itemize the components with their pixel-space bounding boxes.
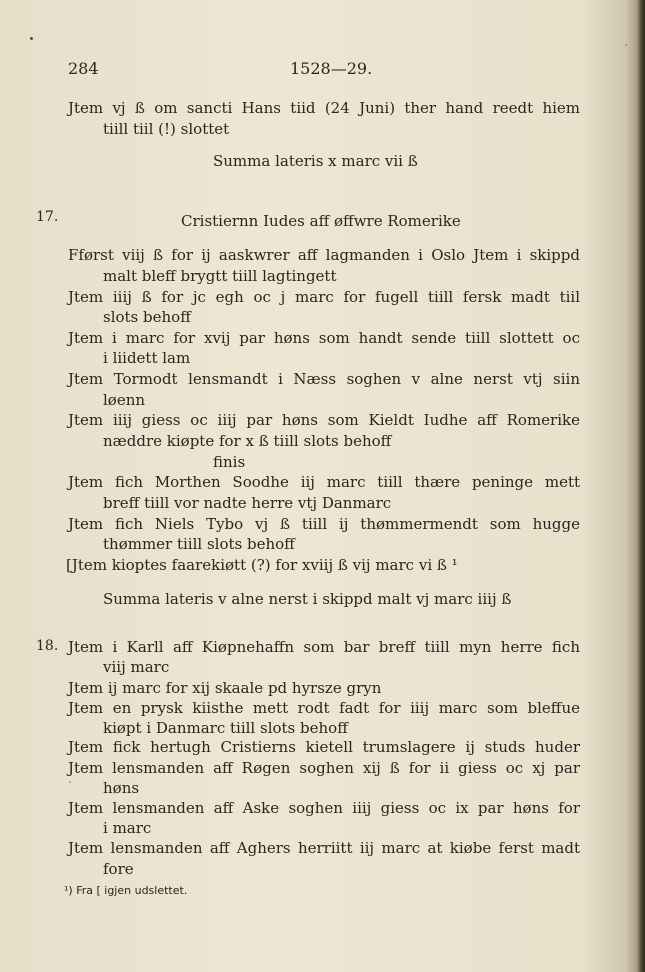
text-line: Fførst viij ß for ij aaskwrer aff lagmanden i Oslo Jtem i skippd	[68, 246, 580, 264]
summa-line: Summa lateris v alne nerst i skippd malt vj marc iiij ß	[103, 590, 512, 608]
text-line: løenn	[103, 391, 146, 409]
text-line: Jtem fick hertugh Cristierns kietell trumslagere ij studs huder	[68, 738, 580, 756]
text-line: viij marc	[103, 658, 170, 676]
footnote: ¹) Fra [ igjen udslettet.	[64, 884, 188, 897]
paper-speck	[30, 37, 33, 40]
text-line: Jtem i marc for xvij par høns som handt sende tiill slottett oc	[68, 329, 580, 347]
text-line: Jtem vj ß om sancti Hans tiid (24 Juni) ther hand reedt hiem	[68, 99, 580, 117]
text-line: Jtem lensmanden aff Aske soghen iiij giess oc ix par høns for	[68, 799, 580, 817]
section-number: 17.	[36, 209, 59, 225]
text-line: i marc	[103, 819, 152, 837]
text-line: næddre kiøpte for x ß tiill slots behoff	[103, 432, 392, 450]
text-line: malt bleff brygtt tiill lagtingett	[103, 267, 337, 285]
text-line: Jtem i Karll aff Kiøpnehaffn som bar breff tiill myn herre fich	[68, 638, 580, 656]
text-line: Jtem iiij giess oc iiij par høns som Kieldt Iudhe aff Romerike	[68, 411, 580, 429]
text-line: slots behoff	[103, 308, 191, 326]
paper-speck	[69, 781, 71, 783]
paper-speck	[625, 44, 627, 46]
text-line: Jtem lensmanden aff Aghers herriitt iij marc at kiøbe ferst madt	[68, 839, 580, 857]
text-line: høns	[103, 779, 140, 797]
book-spine-edge	[636, 0, 645, 972]
text-line: tiill tiil (!) slottet	[103, 120, 230, 138]
text-line: kiøpt i Danmarc tiill slots behoff	[103, 719, 348, 737]
text-line: Jtem ij marc for xij skaale pd hyrsze gryn	[68, 679, 382, 697]
text-line: Jtem iiij ß for jc egh oc j marc for fugell tiill fersk madt tiil	[68, 288, 580, 306]
section-number: 18.	[36, 638, 59, 654]
text-line: Jtem lensmanden aff Røgen soghen xij ß for ii giess oc xj par	[68, 759, 580, 777]
text-line: i liidett lam	[103, 349, 191, 367]
text-line: Jtem Tormodt lensmandt i Næss soghen v alne nerst vtj siin	[68, 370, 580, 388]
text-line: breff tiill vor nadte herre vtj Danmarc	[103, 494, 392, 512]
page-header-years: 1528—29.	[290, 59, 373, 78]
text-line: Jtem en prysk kiisthe mett rodt fadt for iiij marc som bleffue	[68, 699, 580, 717]
text-line: [Jtem kioptes faarekiøtt (?) for xviij ß vij marc vi ß ¹	[66, 556, 458, 574]
text-line: finis	[213, 453, 246, 471]
summa-line: Summa lateris x marc vii ß	[213, 152, 418, 170]
text-line: Jtem fich Niels Tybo vj ß tiill ij thømmermendt som hugge	[68, 515, 580, 533]
text-line: thømmer tiill slots behoff	[103, 535, 295, 553]
text-line: fore	[103, 860, 134, 878]
page-number: 284	[68, 59, 99, 78]
section-heading: Cristiernn Iudes aff øffwre Romerike	[181, 212, 461, 230]
text-line: Jtem fich Morthen Soodhe iij marc tiill thære peninge mett	[68, 473, 580, 491]
